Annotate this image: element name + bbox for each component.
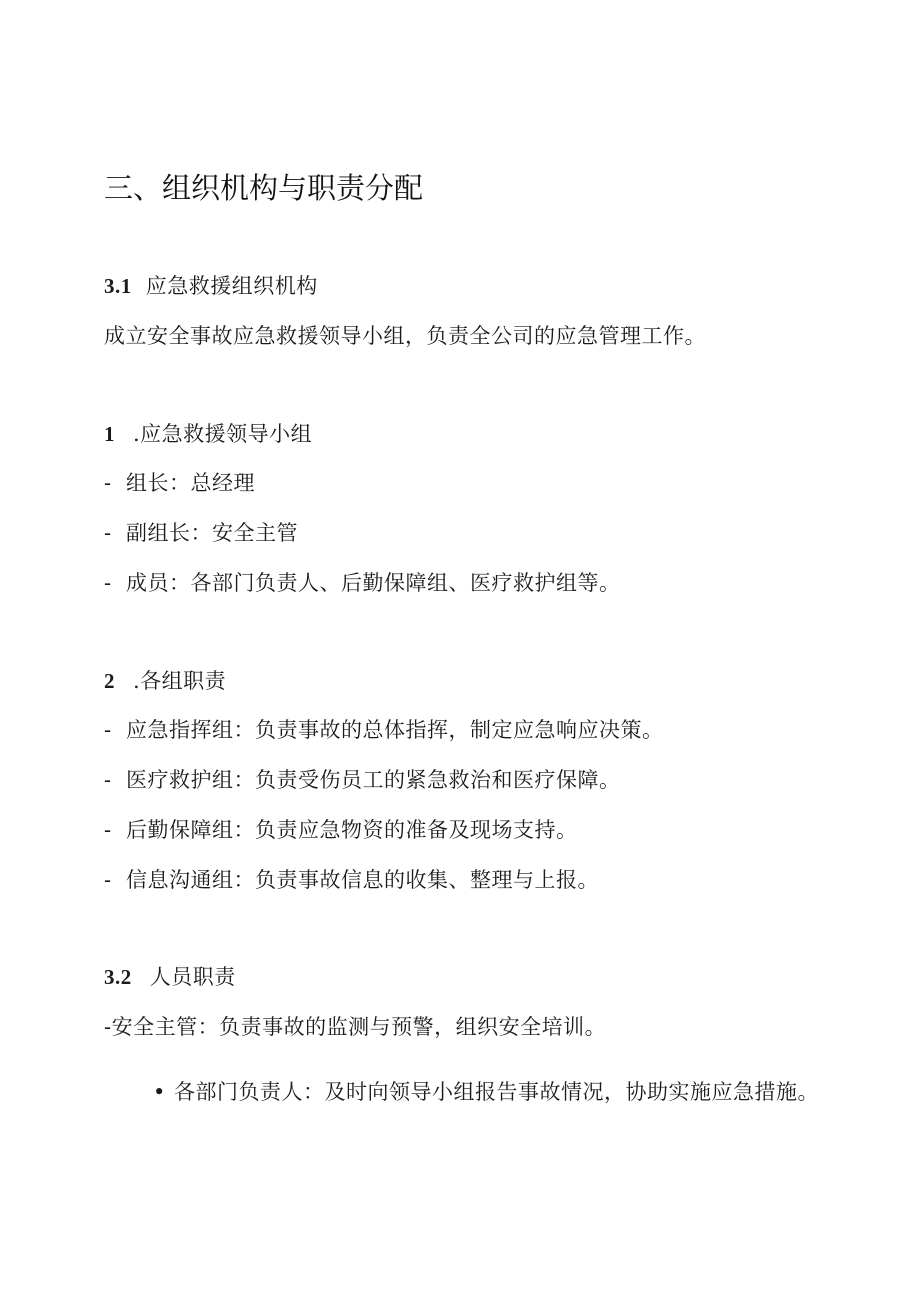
list-item [104,568,621,598]
list-item [104,865,599,895]
subsection-3-2-heading [104,962,236,992]
list-item-text: 医疗救护组：负责受伤员工的紧急救治和医疗保障。 [126,768,621,792]
dash-marker: - [104,571,112,595]
section-heading: 三、组织机构与职责分配 [104,171,424,205]
subsection-3-1-intro: 成立安全事故应急救援领导小组，负责全公司的应急管理工作。 [104,324,706,348]
dash-marker: - [104,521,112,545]
item-2-title: .各组职责 [133,669,227,693]
list-item-text: 副组长：安全主管 [126,521,298,545]
list-item-text: 后勤保障组：负责应急物资的准备及现场支持。 [126,818,578,842]
list-item-text: 信息沟通组：负责事故信息的收集、整理与上报。 [126,868,599,892]
dash-marker: - [104,768,112,792]
subsection-3-2-line: -安全主管：负责事故的监测与预警，组织安全培训。 [104,1015,607,1039]
list-item-text: 成员：各部门负责人、后勤保障组、医疗救护组等。 [126,571,621,595]
dash-marker: - [104,868,112,892]
list-item-text: 组长：总经理 [126,471,255,495]
item-2-number: 2 [104,669,115,693]
subsection-3-2-title: 人员职责 [149,965,236,989]
dash-marker: - [104,818,112,842]
subsection-3-1-heading [104,271,318,301]
item-2-heading [104,666,226,696]
list-item [104,765,621,795]
list-item [104,815,578,845]
bullet-list-item: 各部门负责人：及时向领导小组报告事故情况，协助实施应急措施。 [174,1080,819,1104]
subsection-3-1-title: 应急救援组织机构 [145,274,318,298]
item-1-title: .应急救援领导小组 [133,422,313,446]
dash-marker: - [104,471,112,495]
bullet-marker: • [153,1080,166,1104]
list-item [104,518,298,548]
list-item-text: 应急指挥组：负责事故的总体指挥，制定应急响应决策。 [126,718,664,742]
list-item [104,715,664,745]
item-1-heading [104,419,312,449]
dash-marker: - [104,718,112,742]
list-item [104,468,255,498]
item-1-number: 1 [104,422,115,446]
subsection-3-1-number: 3.1 [104,274,132,298]
subsection-3-2-number: 3.2 [104,965,132,989]
